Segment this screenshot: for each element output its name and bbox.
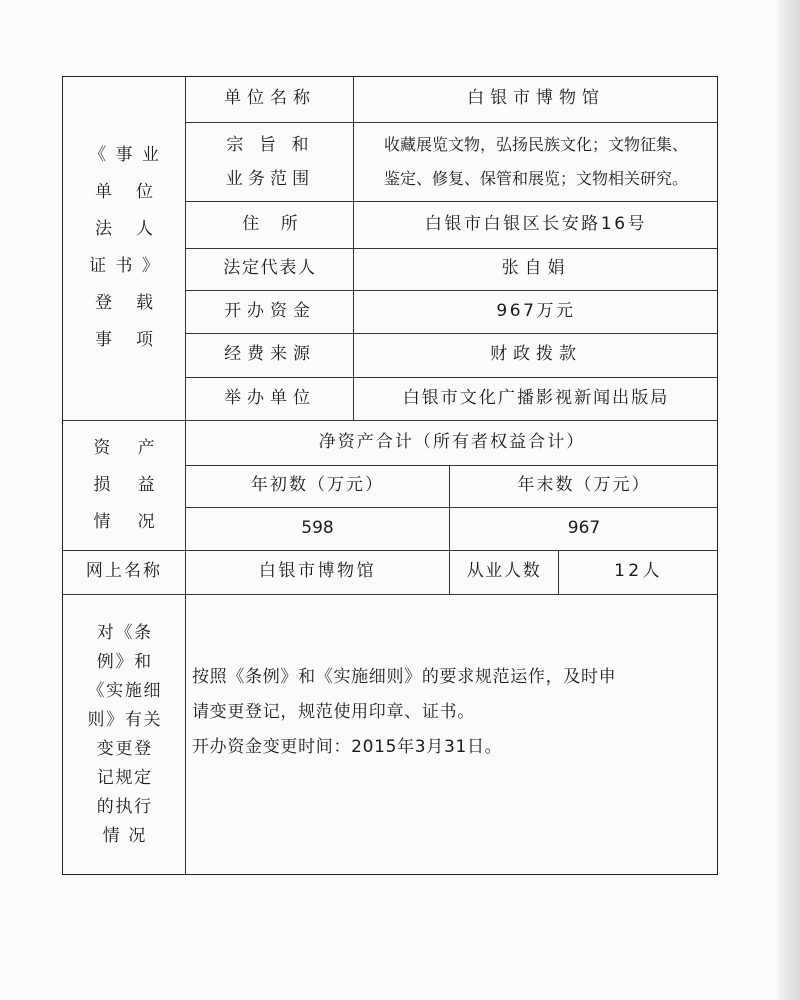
funding-source-label: 经费来源	[224, 344, 316, 365]
year-start-label: 年初数（万元）	[250, 475, 385, 496]
sponsor-label: 举办单位	[224, 387, 316, 408]
business-scope-value: 收藏展览文物，弘扬民族文化；文物征集、 鉴定、修复、保管和展览；文物相关研究。	[383, 134, 688, 188]
legal-rep-label: 法定代表人	[223, 258, 317, 279]
capital-value: 967万元	[496, 300, 576, 321]
address-value: 白银市白银区长安路16号	[424, 213, 648, 234]
unit-name-label: 单位名称	[224, 88, 316, 109]
unit-name-value: 白银市博物馆	[467, 88, 605, 109]
funding-source-value: 财政拨款	[490, 344, 582, 365]
staff-count-label: 从业人数	[466, 561, 542, 582]
year-start-value: 598	[301, 517, 334, 538]
address-label: 住 所	[242, 213, 298, 234]
net-assets-header: 净资产合计（所有者权益合计）	[318, 431, 586, 452]
year-end-value: 967	[567, 517, 601, 538]
legal-rep-value: 张自娟	[501, 258, 571, 279]
capital-label: 开办资金	[224, 300, 316, 321]
compliance-section-label: 对《条 例》和 《实施细 则》有关 变更登 记规定 的执行 情 况	[87, 622, 163, 846]
page-edge-shadow	[778, 0, 800, 1000]
online-name-value: 白银市博物馆	[258, 561, 377, 582]
year-end-label: 年末数（万元）	[517, 475, 651, 496]
sponsor-value: 白银市文化广播影视新闻出版局	[402, 387, 670, 408]
compliance-text: 按照《条例》和《实施细则》的要求规范运作，及时申 请变更登记，规范使用印章、证书。 开办资金变更时间：2015年3月31日。	[192, 667, 617, 757]
registration-section-label: 《事业 单 位 法 人 证书》 登 载 事 项	[89, 145, 169, 350]
staff-count-value: 12人	[614, 561, 663, 582]
assets-section-label: 资产 损益 情况	[93, 437, 182, 532]
business-scope-label: 宗 旨 和 业务范围	[225, 134, 315, 189]
online-name-label: 网上名称	[85, 561, 163, 582]
